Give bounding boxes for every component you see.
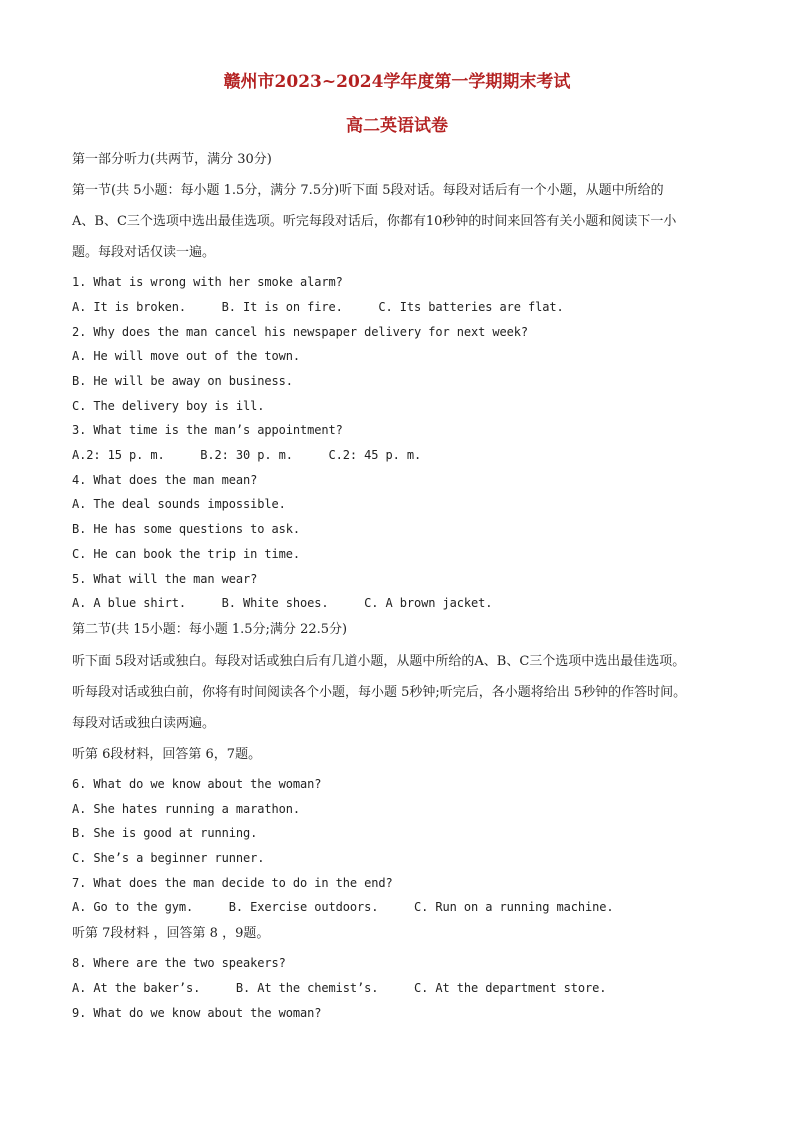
question-8: 8. Where are the two speakers? (72, 956, 286, 970)
question-7: 7. What does the man decide to do in the end? (72, 876, 393, 890)
question-4: 4. What does the man mean? (72, 473, 258, 487)
material-6-heading: 听第 6段材料，回答第 6，7题。 (72, 747, 262, 762)
question-7-options: A. Go to the gym. B. Exercise outdoors. C. Run on a running machine. (72, 900, 614, 914)
question-6: 6. What do we know about the woman? (72, 777, 322, 791)
question-3: 3. What time is the man’s appointment? (72, 423, 343, 437)
section-one-instructions-line3: 题。每段对话仅读一遍。 (72, 245, 216, 260)
section-one-instructions-line2: A、B、C三个选项中选出最佳选项。听完每段对话后，你都有10秒钟的时间来回答有关小题和阅读下一小 (72, 214, 677, 229)
question-4-option-b: B. He has some questions to ask. (72, 522, 300, 536)
question-2-option-c: C. The delivery boy is ill. (72, 399, 265, 413)
question-4-option-a: A. The deal sounds impossible. (72, 497, 286, 511)
section-part-one: 第一部分听力(共两节，满分 30分) (72, 152, 272, 167)
section-two-instructions-line2: 听每段对话或独白前，你将有时间阅读各个小题，每小题 5秒钟;听完后，各小题将给出 5秒钟的作答时间。 (72, 685, 687, 700)
question-8-options: A. At the baker’s. B. At the chemist’s. C. At the department store. (72, 981, 607, 995)
question-4-option-c: C. He can book the trip in time. (72, 547, 300, 561)
question-9: 9. What do we know about the woman? (72, 1006, 322, 1020)
section-two-instructions-line1: 听下面 5段对话或独白。每段对话或独白后有几道小题，从题中所给的A、B、C三个选项中选出最佳选项。 (72, 654, 686, 669)
question-6-option-b: B. She is good at running. (72, 826, 258, 840)
question-2-option-b: B. He will be away on business. (72, 374, 293, 388)
question-2: 2. Why does the man cancel his newspaper delivery for next week? (72, 325, 528, 339)
question-1-options: A. It is broken. B. It is on fire. C. Its batteries are flat. (72, 300, 564, 314)
material-7-heading: 听第 7段材料 ，回答第 8 ，9题。 (72, 926, 270, 941)
section-one-instructions-line1: 第一节(共 5小题：每小题 1.5分，满分 7.5分)听下面 5段对话。每段对话后有一个小题，从题中所给的 (72, 183, 664, 198)
section-two-instructions-line3: 每段对话或独白读两遍。 (72, 716, 216, 731)
question-2-option-a: A. He will move out of the town. (72, 349, 300, 363)
question-5: 5. What will the man wear? (72, 572, 258, 586)
question-3-options: A.2: 15 p. m. B.2: 30 p. m. C.2: 45 p. m. (72, 448, 422, 462)
question-6-option-c: C. She’s a beginner runner. (72, 851, 265, 865)
section-two-heading: 第二节(共 15小题：每小题 1.5分;满分 22.5分) (72, 622, 348, 637)
question-5-options: A. A blue shirt. B. White shoes. C. A brown jacket. (72, 596, 493, 610)
question-6-option-a: A. She hates running a marathon. (72, 802, 300, 816)
question-1: 1. What is wrong with her smoke alarm? (72, 275, 343, 289)
exam-title: 赣州市2023~2024学年度第一学期期末考试 (223, 72, 571, 92)
exam-subtitle: 高二英语试卷 (346, 116, 448, 136)
